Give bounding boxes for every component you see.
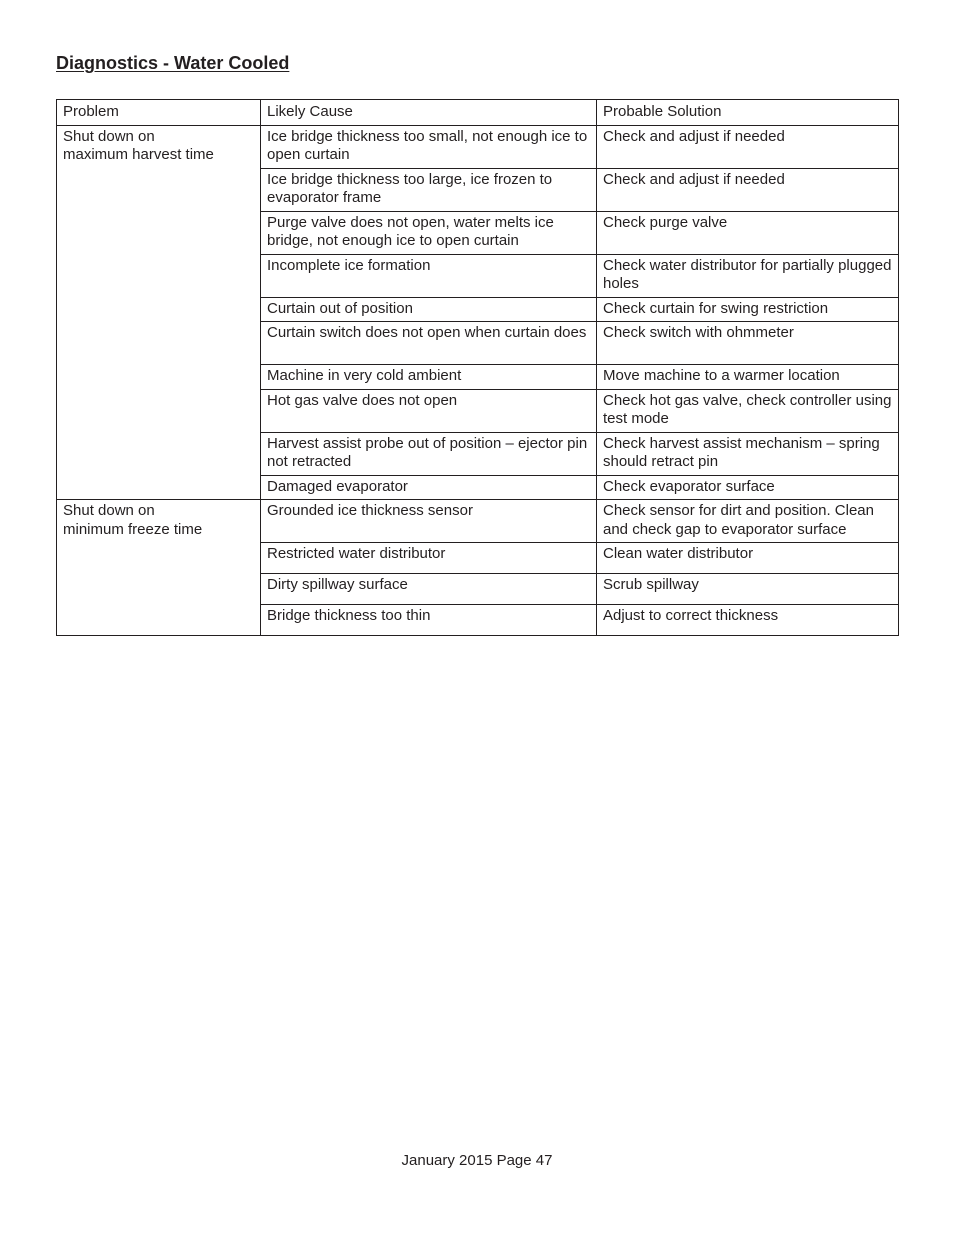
cause-cell: Restricted water distributor [261, 543, 597, 574]
cause-cell: Ice bridge thickness too small, not enough ice to open curtain [261, 125, 597, 168]
solution-cell: Scrub spillway [597, 574, 899, 605]
solution-cell: Check curtain for swing restriction [597, 297, 899, 322]
solution-cell: Check and adjust if needed [597, 125, 899, 168]
cause-cell: Machine in very cold ambient [261, 365, 597, 390]
solution-cell: Check water distributor for partially plugged holes [597, 254, 899, 297]
table-row [57, 125, 899, 168]
table-row [57, 500, 899, 543]
solution-cell: Adjust to correct thickness [597, 605, 899, 636]
cause-cell: Grounded ice thickness sensor [261, 500, 597, 543]
problem-label: minimum freeze time [63, 520, 203, 538]
table-header-row [57, 100, 899, 126]
solution-cell: Check hot gas valve, check controller using test mode [597, 389, 899, 432]
header-likely-cause: Likely Cause [261, 100, 597, 126]
problem-cell [57, 500, 261, 636]
header-probable-solution: Probable Solution [597, 100, 899, 126]
cause-cell: Ice bridge thickness too large, ice frozen to evaporator frame [261, 168, 597, 211]
diagnostics-table [56, 99, 899, 636]
problem-label: Shut down on [63, 127, 155, 145]
cause-cell: Bridge thickness too thin [261, 605, 597, 636]
problem-cell [57, 125, 261, 500]
solution-cell: Check purge valve [597, 211, 899, 254]
solution-cell: Check evaporator surface [597, 475, 899, 500]
cause-cell: Dirty spillway surface [261, 574, 597, 605]
solution-cell: Check harvest assist mechanism – spring should retract pin [597, 432, 899, 475]
solution-cell: Check sensor for dirt and position. Clean and check gap to evaporator surface [597, 500, 899, 543]
solution-cell: Move machine to a warmer location [597, 365, 899, 390]
header-problem: Problem [57, 100, 261, 126]
cause-cell: Purge valve does not open, water melts ice bridge, not enough ice to open curtain [261, 211, 597, 254]
solution-cell: Clean water distributor [597, 543, 899, 574]
problem-label: maximum harvest time [63, 146, 214, 163]
problem-label: Shut down on [63, 502, 155, 519]
cause-cell: Harvest assist probe out of position – ejector pin not retracted [261, 432, 597, 475]
cause-cell: Curtain switch does not open when curtain does [261, 322, 597, 365]
page-title: Diagnostics - Water Cooled [56, 53, 290, 73]
solution-cell: Check and adjust if needed [597, 168, 899, 211]
cause-cell: Hot gas valve does not open [261, 389, 597, 432]
solution-cell: Check switch with ohmmeter [597, 322, 899, 365]
page-footer: January 2015 Page 47 [401, 1152, 553, 1169]
cause-cell: Damaged evaporator [261, 475, 597, 500]
cause-cell: Curtain out of position [261, 297, 597, 322]
cause-cell: Incomplete ice formation [261, 254, 597, 297]
